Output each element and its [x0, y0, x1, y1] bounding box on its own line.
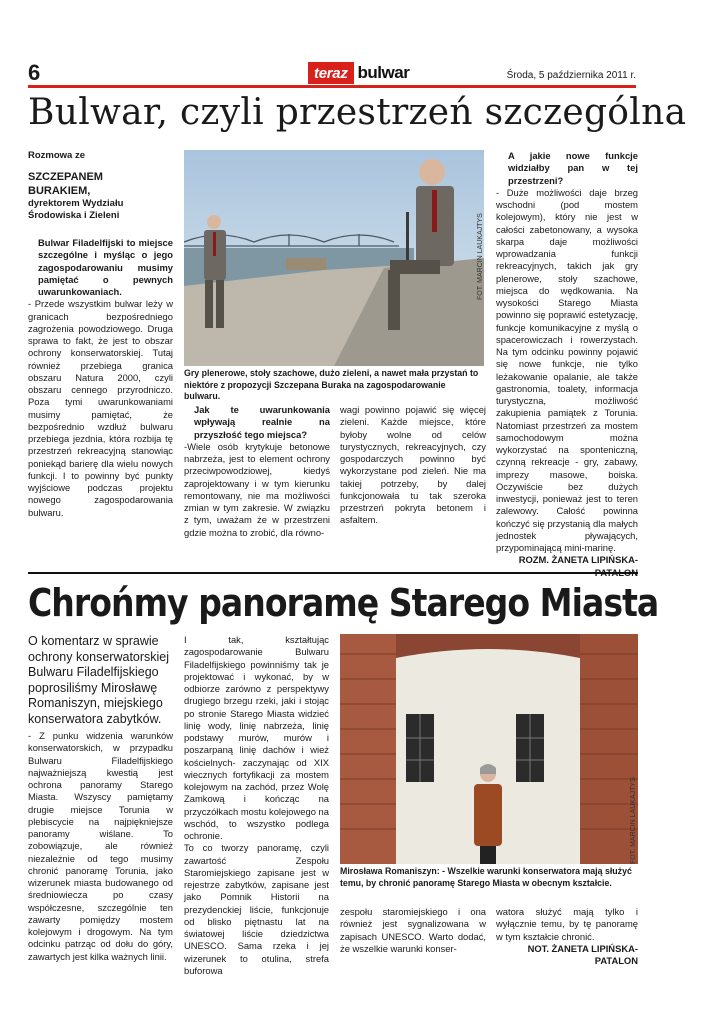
article2-signature: NOT. ŻANETA LIPIŃSKA-PATALON: [527, 942, 638, 966]
article2-lead: O komentarz w sprawie ochrony konserwatorskiej Bulwaru Filadelfijskiego poprosiliśmy Mirosławę Romaniszyn, miejskiego konserwatora zabytków.: [28, 634, 170, 726]
bulwar-photo: [184, 150, 484, 366]
section-divider: [28, 572, 638, 574]
article2-body-5: watora służyć mają tylko i wyłącznie temu, by tę panoramę w tym kształcie chronić.: [496, 906, 638, 942]
article2-column-1: [28, 730, 173, 963]
question-2: Jak te uwarunkowania wpływają realnie na przyszłość tego miejsca?: [194, 404, 330, 440]
article1-column-4: [496, 150, 638, 579]
brand-bulwar: bulwar: [357, 63, 410, 82]
interview-intro: Rozmowa ze: [28, 150, 86, 161]
photo2-caption: Mirosława Romaniszyn: - Wszelkie warunki konserwatora mają służyć temu, by chronić panoramę Starego Miasta w obecnym kształcie.: [340, 866, 632, 888]
photo1-credit: FOT. MARCIN LAUKAJTYS: [477, 213, 484, 300]
article2-body-4: zespołu staromiejskiego i ona również jest sygnalizowana w zapisach UNESCO. Warto dodać, że wszelkie warunki konser-: [340, 906, 486, 954]
header-rule: [28, 85, 636, 88]
article1-column-1: [28, 237, 173, 519]
article2-body-3: To co tworzy panoramę, czyli zawartość Zespołu Staromiejskiego zapisane jest w rejestrze zabytków, zapisane jest jako Pomnik Historii na prezydenckiej liście, funkcjonuje od blisko piętnastu lat na światowej liście dziedzictwa UNESCO. Sama rzeka i jej wizerunek to otulina, strefa buforowa: [184, 842, 329, 976]
photo1-caption: Gry plenerowe, stoły szachowe, dużo zieleni, a nawet mała przystań to niektóre z propozycji Szczepana Buraka na zagospodarowanie bulwaru.: [184, 368, 479, 401]
article1-column-2: [184, 404, 330, 539]
question-3: A jakie nowe funkcje widziałby pan w tej przestrzeni?: [508, 150, 638, 186]
section-logo: [308, 62, 415, 84]
interviewee-role: dyrektorem Wydziału Środowiska i Zieleni: [28, 198, 124, 221]
konserwator-photo: [340, 634, 638, 864]
article2-column-4: [496, 906, 638, 967]
brand-teraz: teraz: [308, 62, 354, 84]
article2-body-1: - Z punku widzenia warunków konserwatorskich, w przypadku Bulwaru Filadelfijskiego najważniejszą kwestią jest ochrona panoramy Starego Miasta. Wszyscy pamiętamy drugie miejsce Torunia w plebiscycie na najpiękniejsze panoramy wiślane. To zobowiązuje, ale również niezależnie od tego musimy chronić panoramę Torunia, jako wizerunek miasta budowanego od średniowiecza po czasy współczesne, szczególnie ten zawarty pomiędzy mostem kolejowym i drogowym. Na tym odcinku patrząc od dołu do góry, zawartych jest kilka ważnych linii.: [28, 730, 173, 962]
article1-headline: Bulwar, czyli przestrzeń szczególna: [28, 92, 687, 133]
article2-column-3: [340, 906, 486, 955]
article2-headline: Chrońmy panoramę Starego Miasta: [28, 581, 659, 625]
photo2-credit: FOT. MARCIN LAUKAJTYS: [630, 777, 637, 864]
answer-2-continued: wagi powinno pojawić się więcej zieleni. Każde miejsce, które byłoby wolne od celów turystycznych, rekreacyjnych, czy gospodarczych powinno być wykorzystane pod zieleń. Nie ma takiej potrzeby, by dalej funkcjonowała tu tak szeroka przestrzeń pokryta betonem i asfaltem.: [340, 404, 486, 526]
answer-2: -Wiele osób krytykuje betonowe nabrzeża, jest to element ochrony przeciwpowodziowej, kiedyś zaprojektowany i w tym kierunku remontowany, nie ma możliwości zmian w tym zakresie. W związku z tym, uważam że w przestrzeni gdzie można to zrobić, dla równo-: [184, 440, 330, 538]
page-number: 6: [28, 60, 41, 85]
answer-1: - Przede wszystkim bulwar leży w granicach bezpośredniego zagrożenia powodziowego. Druga sprawa to fakt, że jest to obszar ochrony konserwatorskiej. Tutaj również przebiega granica obszaru Natura 2000, czyli obszaru cennego przyrodniczo. Poza tymi uwarunkowaniami musimy pamiętać, że bezpośrednio wzdłuż bulwaru przebiega jezdnia, która rozbija tę przestrzeń rekreacyjną stanowiąc poniekąd barierę dla wielu nowych funkcji. I to powinny być punkty wyjściowe podczas projektu nowego zagospodarowania bulwaru.: [28, 298, 173, 518]
question-1: Bulwar Filadelfijski to miejsce szczególne i myśląc o jego zagospodarowaniu musimy pamiętać o pewnych uwarunkowaniach.: [38, 237, 173, 297]
answer-3: - Duże możliwości daje brzeg wschodni (pod mostem kolejowym), który nie jest w całości zabetonowany, a wysoka skarpa daje możliwości wprowadzania funkcji rekreacyjnych, takich jak gry plenerowe, stoły szachowe, miejsca do wędkowania. Na wysokości Starego Miasta powinno się poprawić estetyzację, funkcje komunikacyjne z myślą o spacerowiczach i rowerzystach. Na tym odcinku powinny pojawić się nowe funkcje, nie tylko leżakowanie opalanie, ale także gastronomia, toalety, informacja turystyczna, możliwość zakupienia pamiątek z Torunia. Natomiast przestrzeń za mostem samochodowym można wykorzystać na sponteniczną, czynną rekreacje - gry, zabawy, imprezy masowe, boiska. Oczywiście bez dużych inwestycji, ponieważ jest to teren zalewowy. Całość powinna kończyć się przystanią dla małych jednostek pływających, przypominającą mini-marinę.: [496, 186, 638, 553]
interviewee-name: SZCZEPANEM BURAKIEM,: [28, 171, 103, 197]
issue-date: Środa, 5 października 2011 r.: [506, 70, 636, 81]
article2-column-2: [184, 634, 329, 977]
article2-body-2: I tak, kształtując zagospodarowanie Bulwaru Filadelfijskiego powinniśmy tak je projektować i wykonać, by w odbiorze zarówno z perspektywy drugiego brzegu rzeki, jaki i stojąc po stronie Starego Miasta widzieć linię wody, linię nabrzeża, linię podstawy murów, murów i poszarpaną linię dachów i wież kościelnych- zaczynając od XIX wiecznych fortyfikacji za mostem kolejowym na zachód, przez Wolę Zamkową i kończąc na przyczółkach mostu kolejowego na wschód, to wszystko podlega ochronie.: [184, 634, 329, 841]
article1-column-3: [340, 404, 486, 527]
article1-signature: ROZM. ŻANETA LIPIŃSKA-: [518, 554, 638, 566]
